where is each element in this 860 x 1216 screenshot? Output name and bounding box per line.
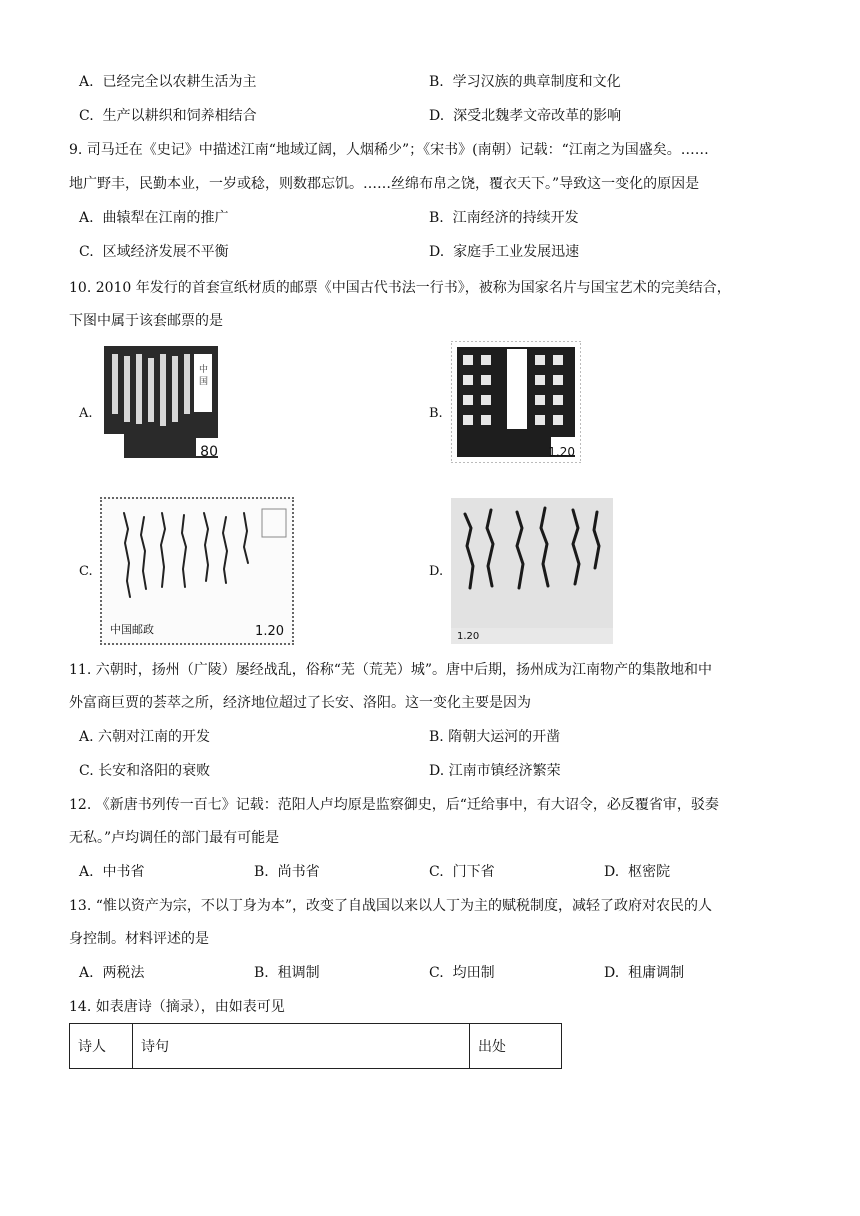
q11-option-a: A. 六朝对江南的开发 <box>79 729 211 745</box>
svg-text:中: 中 <box>199 365 209 375</box>
q12-option-b: B. 尚书省 <box>254 864 320 880</box>
q11-option-b: B. 隋朝大运河的开凿 <box>429 729 561 745</box>
q12-option-a: A. 中书省 <box>79 864 145 880</box>
header-poet: 诗人 <box>70 1024 133 1069</box>
stamp-b-image <box>451 341 581 463</box>
stamp-b-value: 1.20 <box>548 445 575 459</box>
q8-option-c: C. 生产以耕织和饲养相结合 <box>79 108 257 124</box>
q9-option-d: D. 家庭手工业发展迅速 <box>429 244 580 260</box>
q11-option-c: C. 长安和洛阳的衰败 <box>79 763 211 779</box>
header-verse: 诗句 <box>133 1024 470 1069</box>
q9-stem-line2: 地广野丰，民勤本业，一岁或稔，则数郡忘饥。……丝绵布帛之饶，覆衣天下。”导致这一变化的原因是 <box>69 176 700 192</box>
stamp-d-label: D. <box>429 564 444 579</box>
stamp-a-value: 80 <box>200 444 218 460</box>
stamp-d-value: 1.20 <box>457 631 480 642</box>
q10-stem-line2: 下图中属于该套邮票的是 <box>69 313 223 329</box>
stamp-d-image <box>451 498 613 644</box>
stamp-a-label: A. <box>79 406 93 421</box>
poem-table-header-row <box>70 1024 562 1069</box>
q14-stem-line1: 14. 如表唐诗（摘录），由如表可见 <box>69 999 285 1015</box>
q12-stem-line1: 12. 《新唐书列传一百七》记载：范阳人卢均原是监察御史，后“迁给事中，有大诏令，必反覆省审，驳奏 <box>69 797 719 813</box>
q11-stem-line1: 11. 六朝时，扬州（广陵）屡经战乱，俗称“芜（荒芜）城”。唐中后期，扬州成为江南物产的集散地和中 <box>69 662 713 678</box>
q13-option-d: D. 租庸调制 <box>604 965 685 981</box>
header-source: 出处 <box>470 1024 562 1069</box>
q9-stem-line1: 9. 司马迁在《史记》中描述江南“地域辽阔，人烟稀少”；《宋书》(南朝）记载：“江南之为国盛矣。…… <box>69 142 709 158</box>
q11-option-d: D. 江南市镇经济繁荣 <box>429 763 561 779</box>
stamp-c-image <box>100 497 294 645</box>
q12-option-d: D. 枢密院 <box>604 864 671 880</box>
q13-option-a: A. 两税法 <box>79 965 145 981</box>
stamp-a-image <box>100 342 222 462</box>
q9-option-c: C. 区域经济发展不平衡 <box>79 244 229 260</box>
q8-option-a: A. 已经完全以农耕生活为主 <box>79 74 257 90</box>
svg-text:国: 国 <box>199 377 209 387</box>
q8-option-b: B. 学习汉族的典章制度和文化 <box>429 74 621 90</box>
stamp-c-value: 1.20 <box>255 624 284 639</box>
q12-option-c: C. 门下省 <box>429 864 495 880</box>
stamp-c-country: 中国邮政 <box>110 623 154 636</box>
stamp-c-label: C. <box>79 564 93 579</box>
q9-option-b: B. 江南经济的持续开发 <box>429 210 579 226</box>
q13-option-b: B. 租调制 <box>254 965 320 981</box>
poem-table <box>69 1023 562 1069</box>
q8-option-d: D. 深受北魏孝文帝改革的影响 <box>429 108 622 124</box>
q13-option-c: C. 均田制 <box>429 965 495 981</box>
q10-stem-line1: 10. 2010 年发行的首套宣纸材质的邮票《中国古代书法一行书》，被称为国家名片与国宝艺术的完美结合， <box>69 280 731 296</box>
q9-option-a: A. 曲辕犁在江南的推广 <box>79 210 229 226</box>
q11-stem-line2: 外富商巨贾的荟萃之所，经济地位超过了长安、洛阳。这一变化主要是因为 <box>69 695 531 711</box>
stamp-b-label: B. <box>429 406 443 421</box>
q12-stem-line2: 无私。”卢均调任的部门最有可能是 <box>69 830 280 846</box>
q13-stem-line2: 身控制。材料评述的是 <box>69 931 209 947</box>
q13-stem-line1: 13. “惟以资产为宗，不以丁身为本”，改变了自战国以来以人丁为主的赋税制度，减轻了政府对农民的人 <box>69 898 713 914</box>
